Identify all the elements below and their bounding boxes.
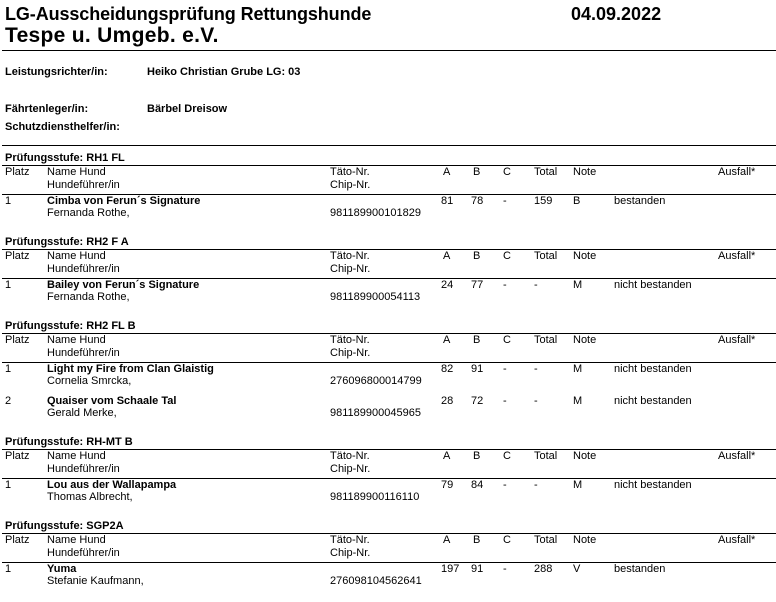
row-handler: Stefanie Kaufmann, [47, 575, 144, 587]
table-row [0, 279, 776, 309]
row-b: 77 [471, 279, 484, 291]
col-c: C [503, 334, 511, 346]
track-layer-value: Bärbel Dreisow [147, 103, 228, 115]
row-c: - [503, 363, 507, 375]
row-a: 28 [441, 395, 454, 407]
col-chip: Chip-Nr. [330, 547, 371, 559]
row-dog: Bailey von Ferun´s Signature [47, 279, 200, 291]
section-divider [2, 533, 776, 534]
row-c: - [503, 395, 507, 407]
section-divider [2, 333, 776, 334]
row-b: 91 [471, 563, 484, 575]
table-row [0, 195, 776, 225]
section-divider [2, 165, 776, 166]
col-handler: Hundeführer/in [47, 463, 120, 475]
row-a: 81 [441, 195, 454, 207]
row-result: nicht bestanden [614, 479, 692, 491]
row-a: 82 [441, 363, 454, 375]
row-note: M [573, 279, 583, 291]
col-tatto: Täto-Nr. [330, 534, 370, 546]
protection-helper-label: Schutzdiensthelfer/in: [5, 121, 120, 133]
exam-section [0, 436, 776, 516]
row-total: - [534, 363, 538, 375]
judge-label: Leistungsrichter/in: [5, 66, 108, 78]
row-note: M [573, 363, 583, 375]
col-total: Total [534, 166, 558, 178]
judge-value: Heiko Christian Grube LG: 03 [147, 66, 301, 78]
table-row [0, 563, 776, 593]
section-title: Prüfungsstufe: RH2 FL B [5, 320, 136, 332]
row-note: B [573, 195, 581, 207]
col-a: A [443, 334, 451, 346]
col-handler: Hundeführer/in [47, 179, 120, 191]
row-result: bestanden [614, 563, 666, 575]
row-platz: 1 [5, 279, 12, 291]
row-platz: 1 [5, 195, 12, 207]
row-result: nicht bestanden [614, 279, 692, 291]
row-b: 84 [471, 479, 484, 491]
col-note: Note [573, 166, 597, 178]
exam-section [0, 320, 776, 434]
section-title: Prüfungsstufe: RH1 FL [5, 152, 125, 164]
row-b: 91 [471, 363, 484, 375]
col-note: Note [573, 334, 597, 346]
row-handler: Thomas Albrecht, [47, 491, 133, 503]
row-note: M [573, 479, 583, 491]
col-name: Name Hund [47, 250, 106, 262]
col-name: Name Hund [47, 166, 106, 178]
row-chip: 981189900116110 [330, 491, 420, 503]
col-ausfall: Ausfall* [718, 250, 756, 262]
row-chip: 276096800014799 [330, 375, 422, 387]
col-platz: Platz [5, 534, 30, 546]
row-handler: Fernanda Rothe, [47, 291, 130, 303]
col-a: A [443, 534, 451, 546]
col-a: A [443, 166, 451, 178]
row-chip: 981189900054113 [330, 291, 421, 303]
row-note: M [573, 395, 583, 407]
club-name: Tespe u. Umgeb. e.V. [5, 24, 219, 47]
col-a: A [443, 250, 451, 262]
row-note: V [573, 563, 581, 575]
col-b: B [473, 534, 481, 546]
col-total: Total [534, 250, 558, 262]
col-b: B [473, 334, 481, 346]
row-b: 72 [471, 395, 484, 407]
row-c: - [503, 279, 507, 291]
row-platz: 1 [5, 563, 12, 575]
col-c: C [503, 534, 511, 546]
row-c: - [503, 563, 507, 575]
section-title: Prüfungsstufe: SGP2A [5, 520, 124, 532]
col-tatto: Täto-Nr. [330, 450, 370, 462]
meta-divider [2, 145, 776, 146]
col-name: Name Hund [47, 450, 106, 462]
row-handler: Cornelia Smrcka, [47, 375, 132, 387]
row-platz: 2 [5, 395, 12, 407]
col-platz: Platz [5, 450, 30, 462]
col-note: Note [573, 450, 597, 462]
row-dog: Yuma [47, 563, 77, 575]
row-result: nicht bestanden [614, 363, 692, 375]
table-row [0, 479, 776, 509]
row-a: 197 [441, 563, 460, 575]
col-tatto: Täto-Nr. [330, 166, 370, 178]
col-b: B [473, 450, 481, 462]
row-dog: Lou aus der Wallapampa [47, 479, 177, 491]
col-chip: Chip-Nr. [330, 347, 371, 359]
col-handler: Hundeführer/in [47, 547, 120, 559]
col-total: Total [534, 450, 558, 462]
col-ausfall: Ausfall* [718, 534, 756, 546]
row-result: bestanden [614, 195, 666, 207]
section-title: Prüfungsstufe: RH-MT B [5, 436, 133, 448]
col-handler: Hundeführer/in [47, 347, 120, 359]
row-platz: 1 [5, 479, 12, 491]
section-divider [2, 449, 776, 450]
col-b: B [473, 250, 481, 262]
row-dog: Light my Fire from Clan Glaistig [47, 363, 214, 375]
exam-section [0, 152, 776, 232]
col-name: Name Hund [47, 334, 106, 346]
col-handler: Hundeführer/in [47, 263, 120, 275]
col-c: C [503, 250, 511, 262]
track-layer-label: Fährtenleger/in: [5, 103, 89, 115]
row-c: - [503, 479, 507, 491]
col-total: Total [534, 334, 558, 346]
row-a: 79 [441, 479, 454, 491]
row-total: - [534, 479, 538, 491]
col-c: C [503, 166, 511, 178]
col-note: Note [573, 534, 597, 546]
col-platz: Platz [5, 250, 30, 262]
col-a: A [443, 450, 451, 462]
col-tatto: Täto-Nr. [330, 250, 370, 262]
col-platz: Platz [5, 166, 30, 178]
col-name: Name Hund [47, 534, 106, 546]
exam-date: 04.09.2022 [571, 4, 662, 24]
col-c: C [503, 450, 511, 462]
col-ausfall: Ausfall* [718, 450, 756, 462]
document-title: LG-Ausscheidungsprüfung Rettungshunde [5, 4, 372, 24]
table-row [0, 395, 776, 425]
row-chip: 276098104562641 [330, 575, 422, 587]
row-c: - [503, 195, 507, 207]
section-divider [2, 249, 776, 250]
col-ausfall: Ausfall* [718, 166, 756, 178]
row-chip: 981189900045965 [330, 407, 421, 419]
row-a: 24 [441, 279, 454, 291]
row-dog: Cimba von Ferun´s Signature [47, 195, 201, 207]
exam-section [0, 236, 776, 316]
col-b: B [473, 166, 481, 178]
col-chip: Chip-Nr. [330, 263, 371, 275]
row-handler: Fernanda Rothe, [47, 207, 130, 219]
row-platz: 1 [5, 363, 12, 375]
row-chip: 981189900101829 [330, 207, 421, 219]
section-title: Prüfungsstufe: RH2 F A [5, 236, 129, 248]
col-ausfall: Ausfall* [718, 334, 756, 346]
table-row [0, 363, 776, 393]
header-divider [2, 50, 776, 51]
row-handler: Gerald Merke, [47, 407, 117, 419]
row-total: 159 [534, 195, 553, 207]
row-b: 78 [471, 195, 484, 207]
col-chip: Chip-Nr. [330, 463, 371, 475]
col-platz: Platz [5, 334, 30, 346]
col-tatto: Täto-Nr. [330, 334, 370, 346]
row-total: 288 [534, 563, 553, 575]
col-note: Note [573, 250, 597, 262]
row-dog: Quaiser vom Schaale Tal [47, 395, 177, 407]
row-total: - [534, 395, 538, 407]
col-chip: Chip-Nr. [330, 179, 371, 191]
col-total: Total [534, 534, 558, 546]
row-result: nicht bestanden [614, 395, 692, 407]
row-total: - [534, 279, 538, 291]
exam-section [0, 520, 776, 600]
